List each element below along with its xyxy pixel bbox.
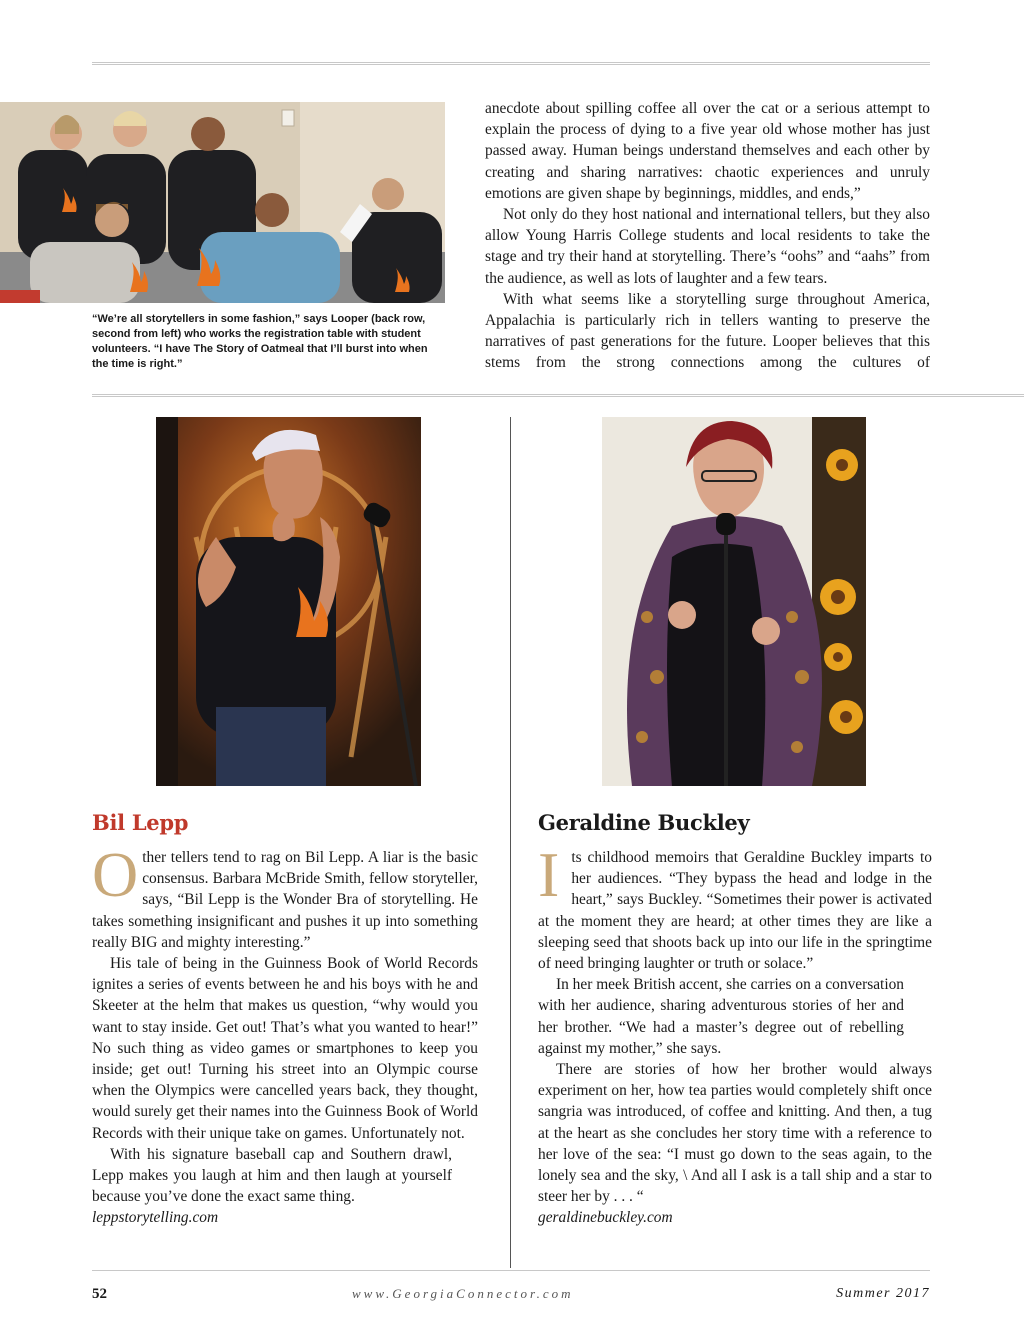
drop-cap: I	[538, 839, 560, 910]
issue-label: Summer 2017	[836, 1286, 930, 1301]
bil-lepp-photo	[156, 417, 421, 786]
drop-cap: O	[92, 839, 139, 910]
paragraph	[538, 839, 932, 974]
page-number: 52	[92, 1286, 107, 1302]
geraldine-buckley-headline: Geraldine Buckley	[538, 810, 750, 835]
first-paragraph-text: ts childhood memoirs that Geraldine Buckley imparts to her audiences. “They bypass the head and lodge in the heart,” says Buckley. “Sometimes their power is activated at the moment they are heard; at other times they are like a sleeping seed that shoots back up into our life in the springtime of need bringing laughter or truth or solace.”	[538, 849, 932, 973]
paragraph	[92, 839, 478, 953]
website-link[interactable]: leppstorytelling.com	[92, 1209, 219, 1227]
paragraph: With his signature baseball cap and Southern drawl, Lepp makes you laugh at him and then laugh at yourself because you’ve done the exact same thing.	[92, 1145, 452, 1206]
paragraph: His tale of being in the Guinness Book of World Records ignites a series of events between he and his boys with he and Skeeter at the helm that makes us question, “why would you want to stay inside. Get out! That’s what you wanted to hear!” No such thing as video games or smartphones to keep you inside; get out! Turning his street into an Olympic course when the Olympics were cancelled years back, they thought, would surely get their names into the Guinness Book of World Records with their unique take on games. Unfortunately not.	[92, 955, 478, 1142]
geraldine-buckley-article-body	[538, 839, 932, 1229]
paragraph: Not only do they host national and international tellers, but they also allow Young Harris College students and local residents to take the stage and try their hand at storytelling. There’s “oohs” and “aahs” from the audience, as well as lots of laughter and a few tears.	[485, 206, 930, 287]
geraldine-buckley-photo	[602, 417, 866, 786]
first-paragraph-text: ther tellers tend to rag on Bil Lepp. A liar is the basic consensus. Barbara McBride Smith, fellow storyteller, says, “Bil Lepp is the Wonder Bra of storytelling. He takes something insignificant and pushes it up into something really BIG and mighty interesting.”	[92, 849, 478, 951]
column-divider	[510, 417, 511, 1268]
photo-caption: “We’re all storytellers in some fashion,” says Looper (back row, second from left) who works the registration table with student volunteers. “I have The Story of Oatmeal that I’ll burst into when the time is right.”	[92, 313, 428, 370]
header-rule	[92, 62, 930, 65]
paragraph: anecdote about spilling coffee all over the cat or a serious attempt to explain the process of dying to a five year old whose mother has just passed away. Human beings understand themselves and each other by creating and sharing narratives: chaotic experiences and unruly emotions are given shape by beginnings, middles, and ends,”	[485, 100, 930, 202]
continued-article-column	[485, 98, 930, 374]
group-photo	[0, 102, 445, 303]
paragraph: In her meek British accent, she carries on a conversation with her audience, sharing adventurous stories of her and her brother. “We had a master’s degree out of rebelling against my mother,” she says.	[538, 976, 904, 1057]
website-link[interactable]: geraldinebuckley.com	[538, 1209, 673, 1227]
section-divider	[92, 394, 1024, 397]
paragraph: There are stories of how her brother would always experiment on her, how tea parties would completely shift once sangria was introduced, of coffee and knitting. And then, a tug at the heart as she concludes her story time with a reference to her love of the sea: “I must go down to the seas again, to the lonely sea and the sky, \ And all I ask is a tall ship and a star to steer her by . . . “	[538, 1061, 932, 1206]
bil-lepp-headline: Bil Lepp	[92, 810, 189, 835]
bil-lepp-article-body	[92, 839, 478, 1229]
footer-website: www.GeorgiaConnector.com	[352, 1286, 574, 1301]
footer-rule	[92, 1270, 930, 1271]
paragraph: With what seems like a storytelling surge throughout America, Appalachia is particularly rich in tellers wanting to preserve the narratives of past generations for the future. Looper believes that this stems from the strong connections among the cultures of	[485, 290, 930, 372]
